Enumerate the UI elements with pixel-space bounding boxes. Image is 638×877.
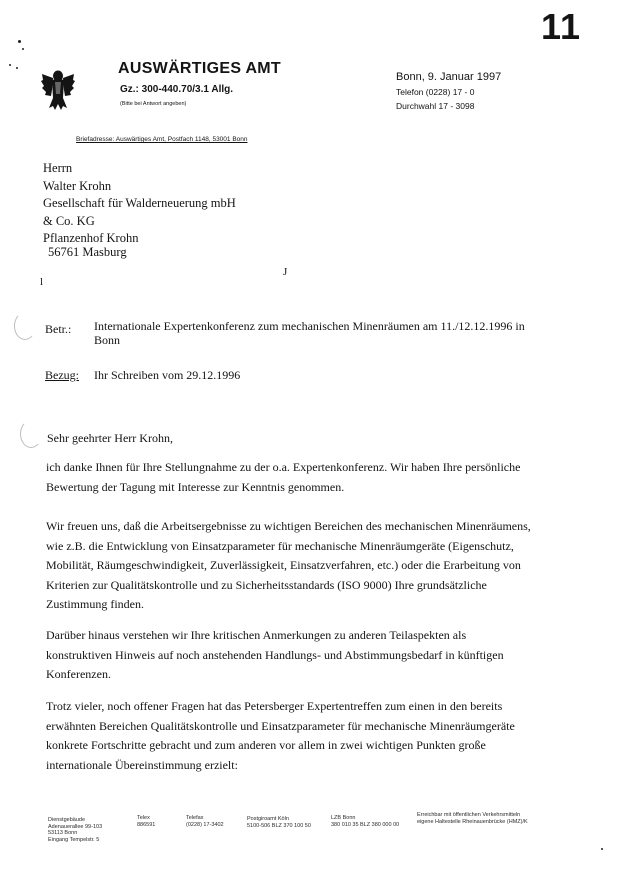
footer-text: Dienstgebäude <box>48 817 86 823</box>
subject-label: Betr.: <box>45 322 72 336</box>
paragraph-line: konstruktiven Hinweis auf noch anstehenden Handlungs- und Abstimmungsbedarf in künftigen <box>46 647 504 662</box>
paragraph-line: Trotz vieler, noch offener Fragen hat das Petersberger Expertentreffen zum einen in den bereits <box>46 699 503 713</box>
footer-building <box>48 817 102 843</box>
recipient-line: Walter Krohn <box>43 178 112 193</box>
scan-speck <box>18 40 21 43</box>
scan-speck <box>9 64 11 66</box>
paragraph-line: erwähnten Bereichen Qualitätskontrolle und Einsatzparameter für mechanische Minenräumgeräte <box>46 718 515 733</box>
page-number: 11 <box>541 6 582 47</box>
reference-note: (Bitte bei Antwort angeben) <box>120 101 187 107</box>
fold-mark: J <box>283 266 288 278</box>
footer-lzb <box>331 815 399 828</box>
subject-text <box>94 319 525 347</box>
footer-text: 380 010 35 BLZ 380 000 00 <box>331 821 400 828</box>
phone-number: Telefon (0228) 17 - 0 <box>396 87 475 97</box>
footer-text: 5100-506 BLZ 370 100 50 <box>247 822 311 829</box>
punch-hole-shadow <box>14 312 36 340</box>
footer-text: Telex <box>137 815 150 821</box>
file-reference: Gz.: 300-440.70/3.1 Allg. <box>120 84 234 95</box>
paragraph-line: internationale Übereinstimmung erzielt: <box>46 757 238 772</box>
footer-postal-bank <box>247 816 311 829</box>
federal-eagle-icon <box>40 68 76 112</box>
paragraph-line: Bewertung der Tagung mit Interesse zur Kenntnis genommen. <box>46 479 345 494</box>
recipient-line: Herrn <box>43 161 73 175</box>
paragraph-line: Konferenzen. <box>46 667 111 681</box>
body-paragraph <box>46 458 520 497</box>
scan-speck <box>22 48 24 50</box>
footer-transport <box>417 812 528 825</box>
salutation: Sehr geehrter Herr Krohn, <box>47 431 173 445</box>
body-paragraph <box>46 517 531 615</box>
footer-telex <box>137 815 155 828</box>
subject-line: Bonn <box>94 333 121 347</box>
footer-telefax <box>186 815 224 828</box>
recipient-line: Gesellschaft für Walderneuerung mbH <box>43 196 236 210</box>
footer-text: (0228) 17-3402 <box>186 821 224 828</box>
footer-text: 53113 Bonn <box>48 830 78 836</box>
punch-hole-shadow <box>20 420 42 448</box>
paragraph-line: Darüber hinaus verstehen wir Ihre kritischen Anmerkungen zu anderen Teilaspekten als <box>46 628 467 642</box>
footer-text: Postgiroamt Köln <box>247 816 289 822</box>
paragraph-line: Mobilität, Räumgeschwindigkeit, Zuverlässigkeit, Einsatzverfahren, etc.) oder die Erarbeitung von <box>46 558 521 572</box>
recipient-line: & Co. KG <box>43 213 95 228</box>
footer-text: LZB Bonn <box>331 815 356 821</box>
paragraph-line: konkrete Fortschritte gebracht und zum anderen vor allem in zwei wichtigen Punkten große <box>46 738 486 752</box>
paragraph-line: Zustimmung finden. <box>46 597 144 611</box>
direct-dial: Durchwahl 17 - 3098 <box>396 101 475 111</box>
footer-text: eigene Haltestelle Rheinauenbrücke (HMZ)/K <box>417 818 528 825</box>
body-paragraph <box>46 626 504 685</box>
paragraph-line: ich danke Ihnen für Ihre Stellungnahme zu der o.a. Expertenkonferenz. Wir haben Ihre persönliche <box>46 460 521 474</box>
body-paragraph <box>46 697 515 775</box>
paragraph-line: Wir freuen uns, daß die Arbeitsergebnisse zu wichtigen Bereichen des mechanischen Minenräumens, <box>46 519 531 533</box>
recipient-line: Pflanzenhof Krohn <box>43 231 139 245</box>
recipient-postcode-city: 56761 Masburg <box>48 245 127 259</box>
reference-label: Bezug: <box>45 368 79 382</box>
organization-name: AUSWÄRTIGES AMT <box>118 60 282 77</box>
fold-mark: l <box>40 276 44 288</box>
footer-text: Erreichbar mit öffentlichen Verkehrsmitteln <box>417 812 521 818</box>
scan-speck <box>16 67 18 69</box>
recipient-address <box>43 160 236 248</box>
reference-text: Ihr Schreiben vom 29.12.1996 <box>94 368 241 382</box>
letter-date: Bonn, 9. Januar 1997 <box>396 71 502 83</box>
scan-speck <box>601 848 603 850</box>
footer-text: 886591 <box>137 821 156 828</box>
footer-text: Adenauerallee 99-103 <box>48 823 103 830</box>
paragraph-line: Kriterien zur Qualitätskontrolle und zu Sicherheitsstandards (ISO 9000) Ihre grundsätzliche <box>46 577 487 592</box>
paragraph-line: wie z.B. die Entwicklung von Einsatzparameter für mechanische Minenräumgeräte (Eigenschutz, <box>46 538 514 553</box>
footer-text: Eingang Tempelstr. 5 <box>48 836 100 843</box>
subject-line: Internationale Expertenkonferenz zum mechanischen Minenräumen am 11./12.12.1996 in <box>94 319 525 333</box>
return-address: Briefadresse: Auswärtiges Amt, Postfach 1148, 53001 Bonn <box>76 136 248 143</box>
footer-text: Telefax <box>186 815 204 821</box>
